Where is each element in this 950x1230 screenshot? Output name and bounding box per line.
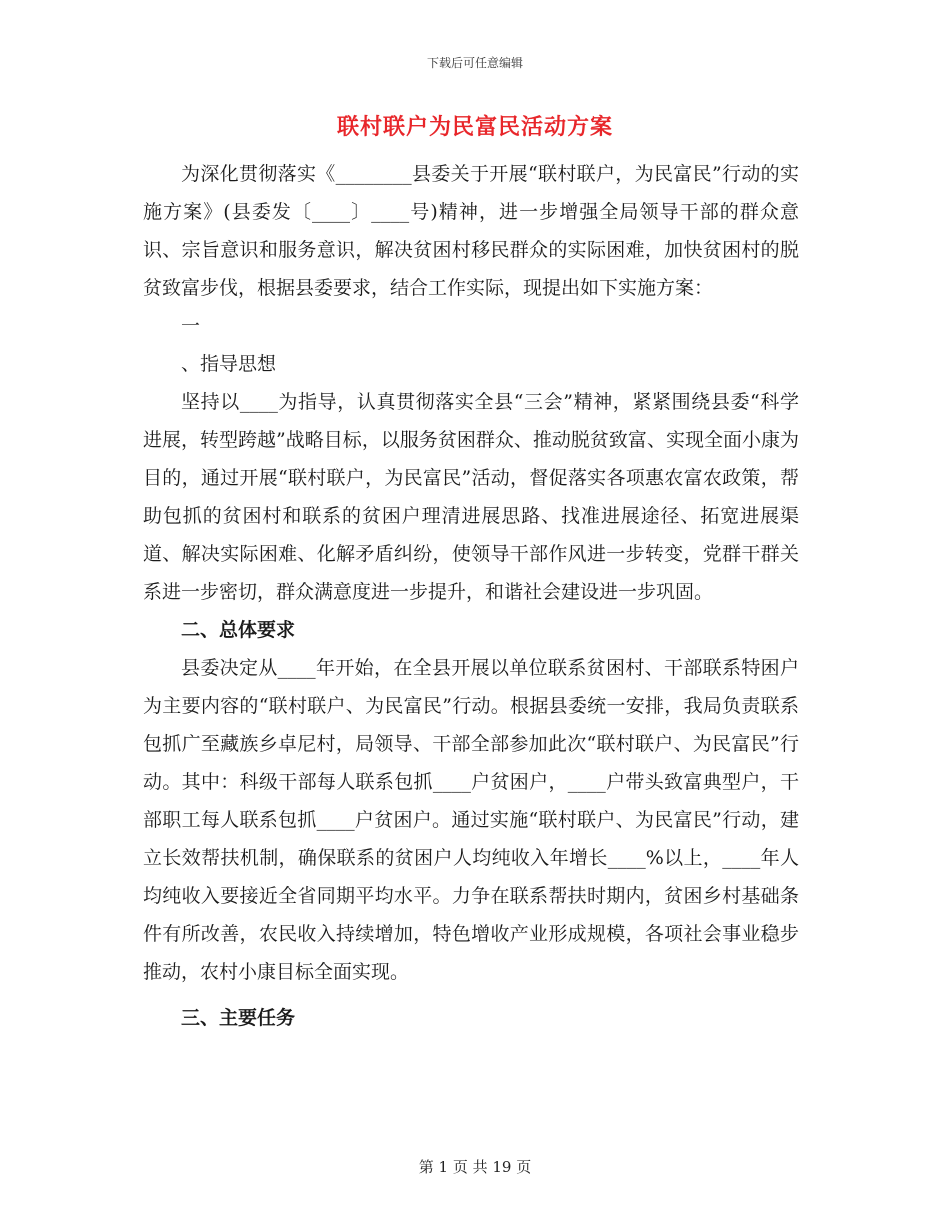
document-body [143,155,799,1037]
section-one-heading: 、指导思想 [181,353,277,375]
page-footer: 第 1 页 共 19 页 [418,1158,532,1176]
section-three-heading: 三、主要任务 [181,1007,296,1029]
document-title: 联村联户为民富民活动方案 [336,114,613,140]
requirements-paragraph: 县委决定从____年开始，在全县开展以单位联系贫困村、干部联系特困户为主要内容的“联村联户、为民富民”行动。根据县委统一安排，我局负责联系包抓广至藏族乡卓尼村，局领导、干部全部参加此次“联村联户、为民富民”行动。其中：科级干部每人联系包抓____户贫困户，____户带头致富典型户，干部职工每人联系包抓____户贫困户。通过实施“联村联户、为民富民”行动，建立长效帮扶机制，确保联系的贫困户人均纯收入年增长____%以上，____年人均纯收入要接近全省同期平均水平。力争在联系帮扶时期内，贫困乡村基础条件有所改善，农民收入持续增加，特色增收产业形成规模，各项社会事业稳步推动，农村小康目标全面实现。 [143,657,799,983]
section-one-number: 一 [181,315,201,337]
guiding-paragraph: 坚持以____为指导，认真贯彻落实全县“三会”精神，紧紧围绕县委“科学进展，转型跨越”战略目标，以服务贫困群众、推动脱贫致富、实现全面小康为目的，通过开展“联村联户，为民富民”活动，督促落实各项惠农富农政策，帮助包抓的贫困村和联系的贫困户理清进展思路、找准进展途径、拓宽进展渠道、解决实际困难、化解矛盾纠纷，使领导干部作风进一步转变，党群干群关系进一步密切，群众满意度进一步提升，和谐社会建设进一步巩固。 [143,391,799,603]
section-two-heading: 二、总体要求 [181,619,296,641]
header-note: 下载后可任意编辑 [426,56,523,70]
intro-paragraph: 为深化贯彻落实《________县委关于开展“联村联户，为民富民”行动的实施方案》(县委发〔____〕____号)精神，进一步增强全局领导干部的群众意识、宗旨意识和服务意识，解决贫困村移民群众的实际困难，加快贫困村的脱贫致富步伐，根据县委要求，结合工作实际，现提出如下实施方案： [143,163,799,299]
